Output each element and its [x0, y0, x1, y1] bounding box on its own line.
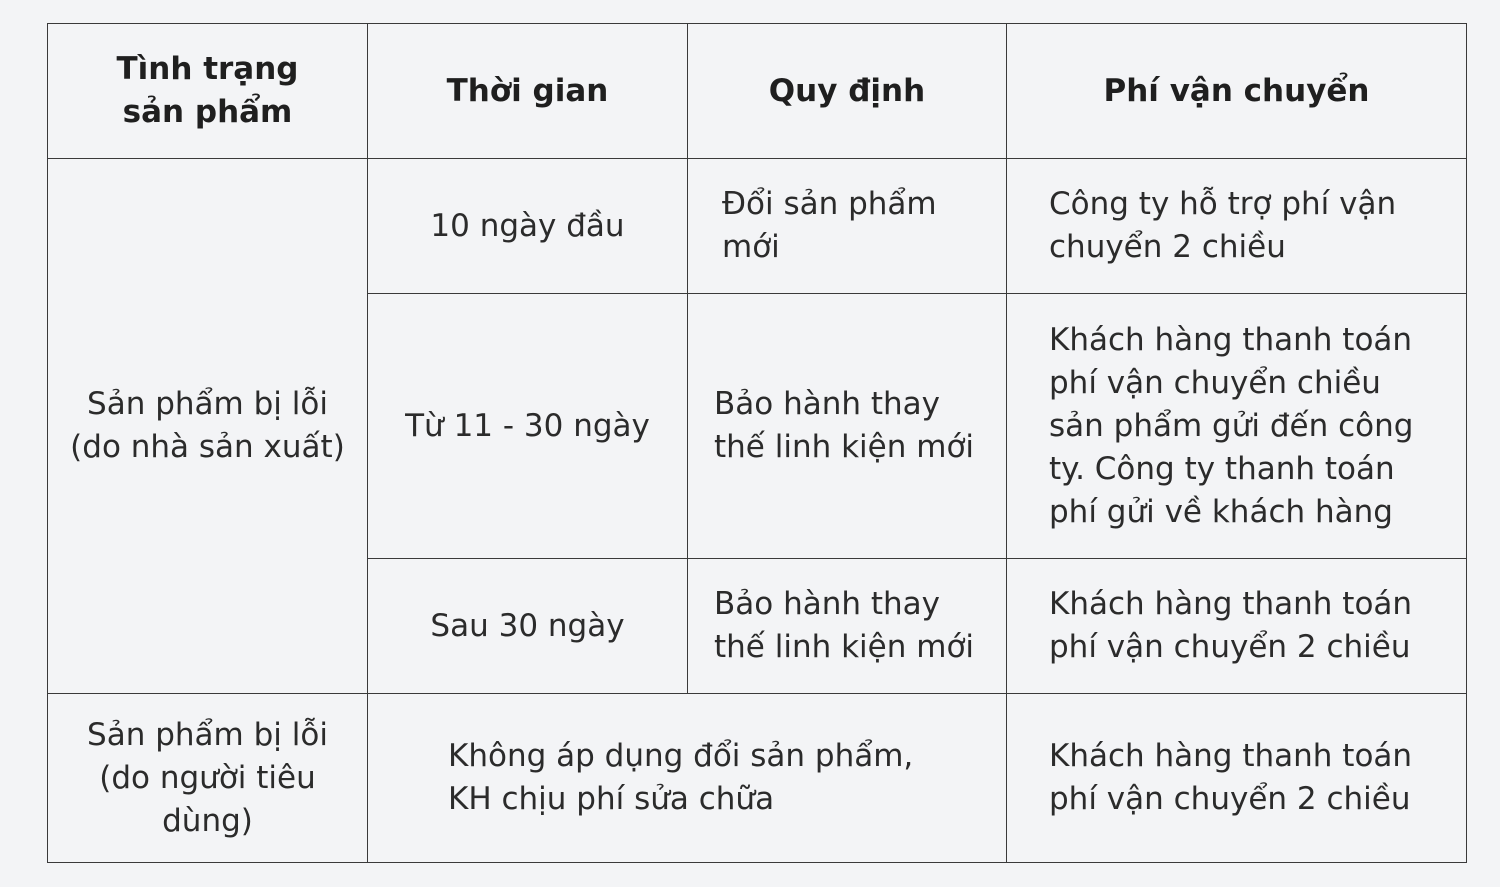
rule-cell: Bảo hành thay thế linh kiện mới — [688, 294, 1007, 559]
time-cell: 10 ngày đầu — [368, 159, 688, 294]
shipping-cell: Công ty hỗ trợ phí vận chuyển 2 chiều — [1007, 159, 1467, 294]
header-row — [48, 24, 1467, 159]
rule-cell: Đổi sản phẩm mới — [688, 159, 1007, 294]
header-condition: Tình trạng sản phẩm — [48, 24, 368, 159]
table-row — [48, 694, 1467, 863]
rule-cell: Bảo hành thay thế linh kiện mới — [688, 559, 1007, 694]
condition-user-defect: Sản phẩm bị lỗi (do người tiêu dùng) — [48, 694, 368, 863]
table-row — [48, 159, 1467, 294]
shipping-cell: Khách hàng thanh toán phí vận chuyển 2 chiều — [1007, 559, 1467, 694]
shipping-cell: Khách hàng thanh toán phí vận chuyển 2 chiều — [1007, 694, 1467, 863]
header-rule: Quy định — [688, 24, 1007, 159]
time-cell: Từ 11 - 30 ngày — [368, 294, 688, 559]
shipping-cell: Khách hàng thanh toán phí vận chuyển chiều sản phẩm gửi đến công ty. Công ty thanh toán phí gửi về khách hàng — [1007, 294, 1467, 559]
header-shipping: Phí vận chuyển — [1007, 24, 1467, 159]
condition-manufacturer-defect: Sản phẩm bị lỗi (do nhà sản xuất) — [48, 159, 368, 694]
header-time: Thời gian — [368, 24, 688, 159]
time-cell: Sau 30 ngày — [368, 559, 688, 694]
warranty-policy-table — [47, 23, 1467, 863]
rule-cell-merged: Không áp dụng đổi sản phẩm, KH chịu phí sửa chữa — [368, 694, 1007, 863]
